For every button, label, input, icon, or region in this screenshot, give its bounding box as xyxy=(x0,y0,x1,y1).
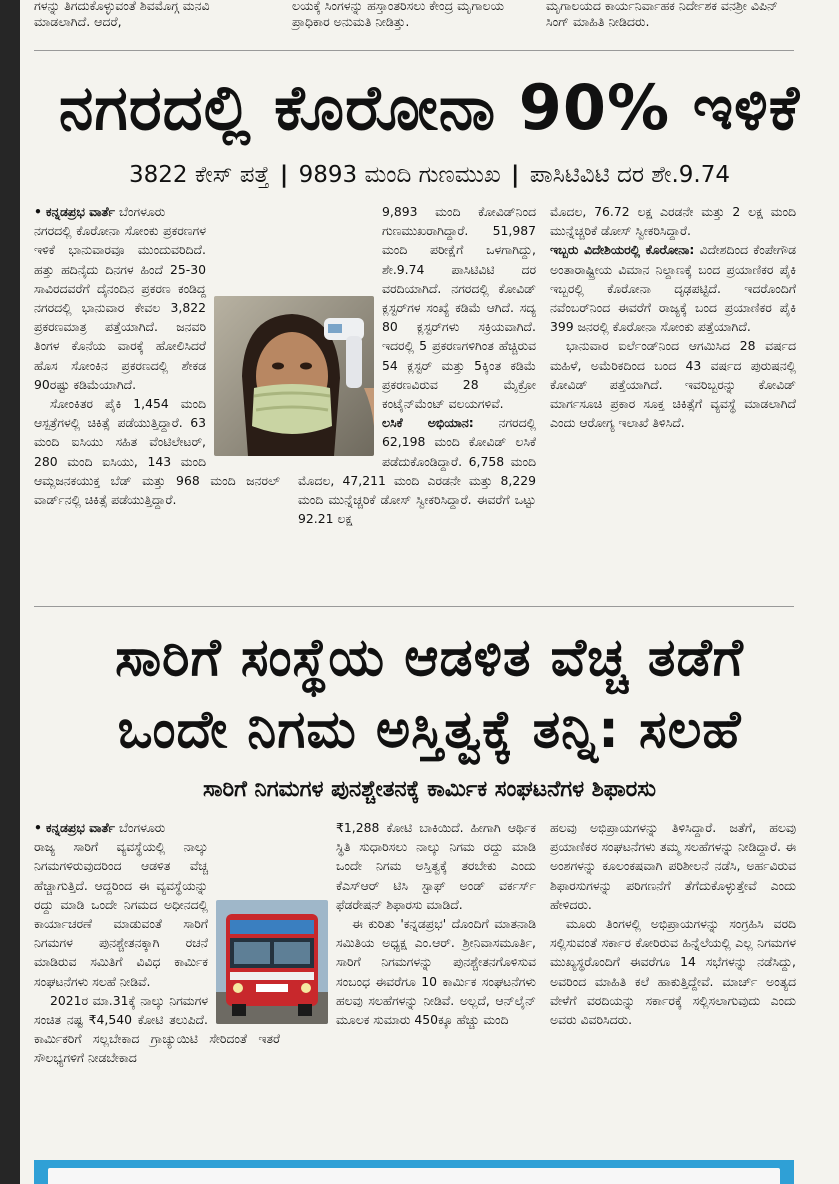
story1-col3-para2: ವಿದೇಶದಿಂದ ಕೆಂಪೇಗೌಡ ಅಂತಾರಾಷ್ಟ್ರೀಯ ವಿಮಾನ ನಿಲ್ದಾಣಕ್ಕೆ ಬಂದ ಪ್ರಯಾಣಿಕರ ಪೈಕಿ ಇಬ್ಬರಲ್ಲಿ ಕೊರೋನಾ ದೃಢಪಟ್ಟಿದೆ. ಇದರೊಂದಿಗೆ ನವೆಂಬರ್‌ನಿಂದ ಈವರೆಗೆ ರಾಜ್ಯಕ್ಕೆ ಬಂದ ಪ್ರಯಾಣಿಕರ ಪೈಕಿ 399 ಜನರಲ್ಲಿ ಕೊರೋನಾ ಸೋಂಕು ಪತ್ತೆಯಾಗಿದೆ. xyxy=(550,242,796,335)
footer-ad-band xyxy=(34,1160,794,1184)
strip-col-1: ಗಳನ್ನು ತಿಗದುಕೊಳ್ಳುವಂತೆ ಶಿವಮೊಗ್ಗ ಮನವಿ ಮಾಡಲಾಗಿದೆ. ಆದರೆ, xyxy=(34,0,210,29)
story1-col2-para1: 9,893 ಮಂದಿ ಕೋವಿಡ್‌ನಿಂದ ಗುಣಮುಖರಾಗಿದ್ದಾರೆ. 51,987 ಮಂದಿ ಪರೀಕ್ಷೆಗೆ ಒಳಗಾಗಿದ್ದು, ಶೇ.9.74 ಪಾಸಿಟಿವಿಟಿ ದರ ವರದಿಯಾಗಿದೆ. ನಗರದಲ್ಲಿ ಕೋವಿಡ್ ಕ್ಲಸ್ಟರ್‌ಗಳ ಸಂಖ್ಯೆ ಕಡಿಮೆ ಆಗಿದೆ. ಸದ್ಯ 80 ಕ್ಲಸ್ಟರ್‌ಗಳು ಸಕ್ರಿಯವಾಗಿದೆ. ಇದರಲ್ಲಿ 5 ಪ್ರಕರಣಗಳಿಗಿಂತ ಹೆಚ್ಚಿರುವ 54 ಕ್ಲಸ್ಟರ್ ಮತ್ತು 5ಕ್ಕಿಂತ ಕಡಿಮೆ ಪ್ರಕರಣವಿರುವ 28 ಮೈಕ್ರೋ ಕಂಟೈನ್‌ಮೆಂಟ್ ವಲಯಗಳಿವೆ. xyxy=(382,204,536,412)
strip-col-3: ಮೃಗಾಲಯದ ಕಾರ್ಯನಿರ್ವಾಹಕ ನಿರ್ದೇಶಕ ವನಶ್ರೀ ವಿಪಿನ್ ಸಿಂಗ್ ಮಾಹಿತಿ ನೀಡಿದರು. xyxy=(546,0,778,29)
story1-column-2 xyxy=(298,202,536,602)
foreigners-subheading: ಇಬ್ಬರು ವಿದೇಶಿಯರಲ್ಲಿ ಕೊರೋನಾ: xyxy=(550,242,695,258)
story2-column-3 xyxy=(550,818,796,1154)
subhead-recovered: 9893 ಮಂದಿ ಗುಣಮುಖ xyxy=(298,162,501,188)
photo-spacer xyxy=(298,296,382,456)
story2-column-2 xyxy=(298,818,536,1154)
bullet: • xyxy=(34,820,42,835)
subhead-separator: | xyxy=(279,162,289,188)
byline: ಕನ್ನಡಪ್ರಭ ವಾರ್ತೆ xyxy=(45,204,115,219)
byline: ಕನ್ನಡಪ್ರಭ ವಾರ್ತೆ xyxy=(45,820,115,835)
story1-col1-para1: ನಗರದಲ್ಲಿ ಕೊರೋನಾ ಸೋಂಕು ಪ್ರಕರಣಗಳ ಇಳಿಕೆ ಭಾನುವಾರವೂ ಮುಂದುವರಿದಿದೆ. ಹತ್ತು ಹದಿನೈದು ದಿನಗಳ ಹಿಂದೆ 25-30 ಸಾವಿರದವರೆಗೆ ದೈನಂದಿನ ಪ್ರಕರಣ ಕಂಡಿದ್ದ ನಗರದಲ್ಲಿ ಭಾನುವಾರ ಕೇವಲ 3,822 ಪ್ರಕರಣಮಾತ್ರ ಪತ್ತೆಯಾಗಿದೆ. ಜನವರಿ ತಿಂಗಳ ಕೊನೆಯ ವಾರಕ್ಕೆ ಹೋಲಿಸಿದರೆ ಹೊಸ ಸೋಂಕಿನ ಪ್ರಕರಣದಲ್ಲಿ ಶೇಕಡ 90ರಷ್ಟು ಕಡಿಮೆಯಾಗಿದೆ. xyxy=(34,223,206,392)
previous-story-strip xyxy=(34,0,824,46)
story1-column-3 xyxy=(550,202,796,602)
story2-subhead: ಸಾರಿಗೆ ನಿಗಮಗಳ ಪುನಶ್ಚೇತನಕ್ಕೆ ಕಾರ್ಮಿಕ ಸಂಘಟನೆಗಳ ಶಿಫಾರಸು xyxy=(203,777,656,802)
dateline: ಬೆಂಗಳೂರು xyxy=(118,820,166,835)
subhead-positivity: ಪಾಸಿಟಿವಿಟಿ ದರ ಶೇ.9.74 xyxy=(529,162,730,188)
vaccination-subheading: ಲಸಿಕೆ ಅಭಿಯಾನ: xyxy=(382,415,474,431)
story1-col1-para2: ಸೋಂಕಿತರ ಪೈಕಿ 1,454 ಮಂದಿ ಆಸ್ಪತ್ರೆಗಳಲ್ಲಿ ಚಿಕಿತ್ಸೆ ಪಡೆಯುತ್ತಿದ್ದಾರೆ. 63 ಮಂದಿ ಐಸಿಯು ಸಹಿತ ವೆಂಟಿಲೇಟರ್, 280 ಮಂದಿ ಐಸಿಯು, 143 ಮಂದಿ ಆಮ್ಲಜನಕಯುಕ್ತ ಬೆಡ್ ಮತ್ತು 968 ಮಂದಿ ಜನರಲ್ ವಾರ್ಡ್‌ನಲ್ಲಿ ಚಿಕಿತ್ಸೆ ಪಡೆಯುತ್ತಿದ್ದಾರೆ. xyxy=(34,396,280,508)
story1-col2-para2: ನಗರದಲ್ಲಿ 62,198 ಮಂದಿ ಕೋವಿಡ್ ಲಸಿಕೆ ಪಡೆದುಕೊಂಡಿದ್ದಾರೆ. 6,758 ಮಂದಿ ಮೊದಲ, 47,211 ಮಂದಿ ಎರಡನೇ ಮತ್ತು 8,229 ಮಂದಿ ಮುನ್ನೆಚ್ಚರಿಕೆ ಡೋಸ್ ಸ್ವೀಕರಿಸಿದ್ದಾರೆ. ಈವರೆಗೆ ಒಟ್ಟು 92.21 ಲಕ್ಷ xyxy=(298,415,536,527)
strip-col-2: ಲಯಕ್ಕೆ ಸಿಂಗಳನ್ನು ಹಸ್ತಾಂತರಿಸಲು ಕೇಂದ್ರ ಮೃಗಾಲಯ ಪ್ರಾಧಿಕಾರ ಅನುಮತಿ ನೀಡಿತ್ತು. xyxy=(292,0,504,29)
story2-headline-line1: ಸಾರಿಗೆ ಸಂಸ್ಥೆಯ ಆಡಳಿತ ವೆಚ್ಚ ತಡೆಗೆ xyxy=(115,628,744,688)
story2-col2-para1: ₹1,288 ಕೋಟಿ ಬಾಕಿಯಿದೆ. ಹೀಗಾಗಿ ಆರ್ಥಿಕ ಸ್ಥಿತಿ ಸುಧಾರಿಸಲು ನಾಲ್ಕು ನಿಗಮ ರದ್ದು ಮಾಡಿ ಒಂದೇ ನಿಗಮ ಅಸ್ತಿತ್ವಕ್ಕೆ ತರಬೇಕು ಎಂದು ಕೆಎಸ್‌ಆರ್ ಟಿಸಿ ಸ್ಟಾಫ್ ಅಂಡ್ ವರ್ಕರ್ಸ್ ಫೆಡರೇಷನ್ ಶಿಫಾರಸು ಮಾಡಿದೆ. xyxy=(336,820,536,912)
divider-top xyxy=(34,50,794,51)
left-dark-margin xyxy=(0,0,20,1184)
footer-ad-inner xyxy=(48,1168,780,1184)
newspaper-page xyxy=(20,0,839,1184)
story2-col2-para2: ಈ ಕುರಿತು 'ಕನ್ನಡಪ್ರಭ' ದೊಂದಿಗೆ ಮಾತನಾಡಿ ಸಮಿತಿಯ ಅಧ್ಯಕ್ಷ ಎಂ.ಆರ್. ಶ್ರೀನಿವಾಸಮೂರ್ತಿ, ಸಾರಿಗೆ ನಿಗಮಗಳನ್ನು ಪುನಶ್ಚೇತನಗೊಳಿಸುವ ಸಂಬಂಧ ಈವರೆಗೂ 10 ಕಾರ್ಮಿಕ ಸಂಘಟನೆಗಳು ಹಲವು ಸಲಹೆಗಳನ್ನು ನೀಡಿವೆ. ಅಲ್ಲದೆ, ಆನ್‌ಲೈನ್ ಮೂಲಕ ಸುಮಾರು 450ಕ್ಕೂ ಹೆಚ್ಚು ಮಂದಿ xyxy=(336,916,536,1028)
story2-col3-para1: ಹಲವು ಅಭಿಪ್ರಾಯಗಳನ್ನು ತಿಳಿಸಿದ್ದಾರೆ. ಜತೆಗೆ, ಹಲವು ಪ್ರಯಾಣಿಕರ ಸಂಘಟನೆಗಳು ತಮ್ಮ ಸಲಹೆಗಳನ್ನು ನೀಡಿದ್ದಾರೆ. ಈ ಅಂಶಗಳನ್ನು ಕೂಲಂಕಷವಾಗಿ ಪರಿಶೀಲನೆ ನಡೆಸಿ, ಅರ್ಹವಿರುವ ಶಿಫಾರಸುಗಳನ್ನು ಪರಿಗಣನೆಗೆ ತೆಗೆದುಕೊಳ್ಳುತ್ತೇವೆ ಎಂದು ಹೇಳಿದರು. xyxy=(550,820,796,912)
story1-col3-para3: ಭಾನುವಾರ ಐರ್ಲೆಂಡ್‌ನಿಂದ ಆಗಮಿಸಿದ 28 ವರ್ಷದ ಮಹಿಳೆ, ಅಮೆರಿಕದಿಂದ ಬಂದ 43 ವರ್ಷದ ಪುರುಷನಲ್ಲಿ ಕೋವಿಡ್ ಪತ್ತೆಯಾಗಿದೆ. ಇವರಿಬ್ಬರನ್ನು ಕೋವಿಡ್ ಮಾರ್ಗಸೂಚಿ ಪ್ರಕಾರ ಸೂಕ್ತ ಚಿಕಿತ್ಸೆಗೆ ವ್ಯವಸ್ಥೆ ಮಾಡಲಾಗಿದೆ ಎಂದು ಆರೋಗ್ಯ ಇಲಾಖೆ ತಿಳಿಸಿದೆ. xyxy=(550,338,796,431)
story2-col1-para2: 2021ರ ಮಾ.31ಕ್ಕೆ ನಾಲ್ಕು ನಿಗಮಗಳ ಸಂಚಿತ ನಷ್ಟ ₹4,540 ಕೋಟಿ ತಲುಪಿದೆ. ಕಾರ್ಮಿಕರಿಗೆ ಸಲ್ಲಬೇಕಾದ ಗ್ರಾಚ್ಯುಯಿಟಿ ಸೇರಿದಂತೆ ಇತರೆ ಸೌಲಭ್ಯಗಳಿಗೆ ನೀಡಬೇಕಾದ xyxy=(34,992,280,1066)
bullet: • xyxy=(34,204,42,219)
story1-col3-para1: ಮೊದಲ, 76.72 ಲಕ್ಷ ಎರಡನೇ ಮತ್ತು 2 ಲಕ್ಷ ಮಂದಿ ಮುನ್ನೆಚ್ಚರಿಕೆ ಡೋಸ್ ಸ್ವೀಕರಿಸಿದ್ದಾರೆ. xyxy=(550,204,796,239)
subhead-cases: 3822 ಕೇಸ್ ಪತ್ತೆ xyxy=(129,162,270,188)
story1-headline: ನಗರದಲ್ಲಿ ಕೊರೋನಾ 90% ಇಳಿಕೆ xyxy=(58,71,801,144)
story2-headline-line2: ಒಂದೇ ನಿಗಮ ಅಸ್ತಿತ್ವಕ್ಕೆ ತನ್ನಿ: ಸಲಹೆ xyxy=(117,700,742,760)
subhead-separator: | xyxy=(510,162,520,188)
story2-col1-para1: ರಾಜ್ಯ ಸಾರಿಗೆ ವ್ಯವಸ್ಥೆಯಲ್ಲಿ ನಾಲ್ಕು ನಿಗಮಗಳಿರುವುದರಿಂದ ಆಡಳಿತ ವೆಚ್ಚ ಹೆಚ್ಚಾಗುತ್ತಿದೆ. ಆದ್ದರಿಂದ ಈ ವ್ಯವಸ್ಥೆಯನ್ನು ರದ್ದು ಮಾಡಿ ಒಂದೇ ನಿಗಮದ ಅಧೀನದಲ್ಲಿ ಕಾರ್ಯಾಚರಣೆ ಮಾಡುವಂತೆ ಸಾರಿಗೆ ನಿಗಮಗಳ ಪುನಶ್ಚೇತನಕ್ಕಾಗಿ ರಚನೆ ಮಾಡಿರುವ ಸಮಿತಿಗೆ ವಿವಿಧ ಕಾರ್ಮಿಕ ಸಂಘಟನೆಗಳು ಸಲಹೆ ನೀಡಿವೆ. xyxy=(34,839,208,989)
story1-subhead xyxy=(20,158,839,192)
photo-spacer xyxy=(298,900,336,1024)
story2-col3-para2: ಮೂರು ತಿಂಗಳಲ್ಲಿ ಅಭಿಪ್ರಾಯಗಳನ್ನು ಸಂಗ್ರಹಿಸಿ ವರದಿ ಸಲ್ಲಿಸುವಂತೆ ಸರ್ಕಾರ ಕೋರಿರುವ ಹಿನ್ನೆಲೆಯಲ್ಲಿ ಎಲ್ಲ ನಿಗಮಗಳ ಮುಖ್ಯಸ್ಥರೊಂದಿಗೆ ಈವರೆಗೂ 14 ಸಭೆಗಳನ್ನು ನಡೆಸಿದ್ದು, ಅವರಿಂದ ಮಾಹಿತಿ ಕಲೆ ಹಾಕುತ್ತಿದ್ದೇವೆ. ಮಾರ್ಚ್ ಅಂತ್ಯದ ವೇಳೆಗೆ ವರದಿಯನ್ನು ಸರ್ಕಾರಕ್ಕೆ ಸಲ್ಲಿಸಲಾಗುವುದು ಎಂದು ಅವರು ವಿವರಿಸಿದರು. xyxy=(550,916,796,1028)
dateline: ಬೆಂಗಳೂರು xyxy=(118,204,166,219)
divider-middle xyxy=(34,606,794,607)
